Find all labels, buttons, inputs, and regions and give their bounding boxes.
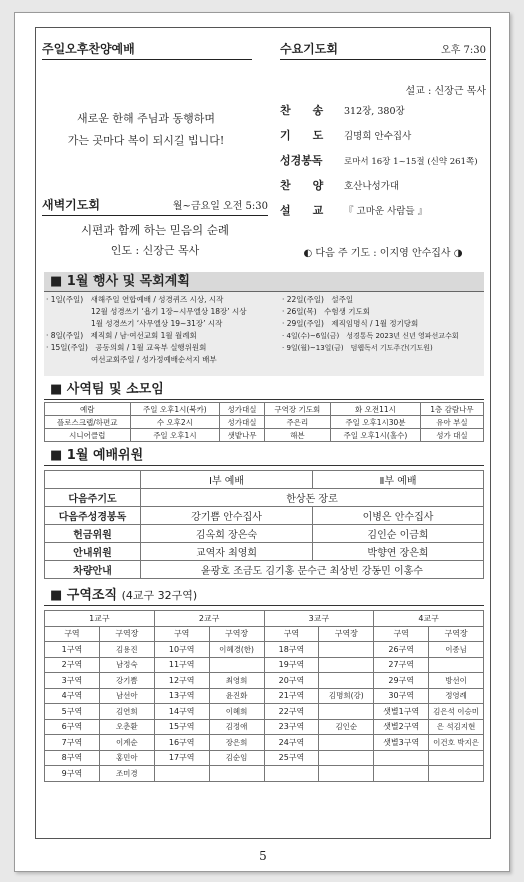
ministry-row [45,416,484,429]
district-leader: 정영례 [429,688,484,704]
district-leader [319,642,374,658]
first-service-header: Ⅰ부 예배 [141,471,313,489]
group-info: 주일 오후1시(북카) [130,403,220,416]
order-value: 김명희 안수집사 [344,131,412,142]
parish-row [45,611,484,627]
event-item: 1월 성경쓰기 ‘사무엘상 19~31장’ 시작 [46,319,223,328]
district-name: 10구역 [154,642,209,658]
events-left-column [46,294,278,366]
ministry-title: ■ 사역팀 및 소모임 [44,380,484,400]
group-info: 유아 부실 [420,416,483,429]
district-leader: 김명희(강) [319,688,374,704]
district-row [45,657,484,673]
district-name: 23구역 [264,719,319,735]
role-label: 다음주기도 [45,489,141,507]
worship-staff-row [45,525,484,543]
districts-header [44,586,484,606]
district-row [45,735,484,751]
new-year-message [46,108,246,152]
wednesday-prayer-time: 오후 7:30 [441,45,486,56]
district-row [45,688,484,704]
events-right-column [282,294,482,354]
order-key: 설 교 [280,204,324,217]
role-value: 이병은 안수집사 [313,507,484,525]
ministry-table [44,402,484,442]
role-label: 다음주성경봉독 [45,507,141,525]
districts-subtitle: (4교구 32구역) [121,589,198,602]
content-frame [35,27,491,839]
second-service-header: Ⅱ부 예배 [313,471,484,489]
worship-staff-row [45,543,484,561]
district-row [45,673,484,689]
district-name: 4구역 [45,688,100,704]
next-week-prayer: ◐ 다음 주 기도 : 이지영 안수집사 ◑ [303,248,463,259]
worship-staff-row [45,489,484,507]
wednesday-prayer-header [280,40,486,60]
group-name: 샛밭나무 [220,429,264,442]
leader-col-header: 구역장 [319,626,374,642]
district-name: 24구역 [264,735,319,751]
district-name: 25구역 [264,750,319,766]
district-name: 13구역 [154,688,209,704]
event-item: · 1일(주일) 새해주일 연합예배 / 성경퀴즈 시상, 시작 [46,295,224,304]
district-leader: 강기쁨 [99,673,154,689]
district-name: 27구역 [374,657,429,673]
district-leader: 김순임 [209,750,264,766]
district-name: 21구역 [264,688,319,704]
district-leader: 김은석 이승미 [429,704,484,720]
district-leader: 이혜희 [209,704,264,720]
district-leader: 김용진 [99,642,154,658]
district-leader: 김인순 [319,719,374,735]
district-col-header: 구역 [45,626,100,642]
group-name: 화 오전11시 [331,403,421,416]
parish-header: 1교구 [45,611,155,627]
leader-col-header: 구역장 [429,626,484,642]
district-leader: 이혜경(한) [209,642,264,658]
order-key: 성경봉독 [280,154,323,167]
district-name: 20구역 [264,673,319,689]
wednesday-preacher: 설교 : 신장근 목사 [405,86,486,97]
events-panel [44,292,484,376]
district-name: 29구역 [374,673,429,689]
group-info: 주일 오후1시 [130,429,220,442]
district-leader [319,750,374,766]
parish-header: 3교구 [264,611,374,627]
district-col-header: 구역 [374,626,429,642]
district-leader: 오춘환 [99,719,154,735]
order-value: 312장, 380장 [344,106,405,117]
role-value: 강기쁨 안수집사 [141,507,313,525]
group-name: 예람 [45,403,131,416]
order-key: 기 도 [280,129,324,142]
group-name: 시니어클럽 [45,429,131,442]
role-value: 윤광호 조금도 김기홍 문수근 최상빈 강동민 이홍수 [141,561,484,579]
dawn-prayer-theme: 시편과 함께 하는 믿음의 순례 [81,223,229,237]
order-value: 『 고마운 사람들 』 [344,206,428,217]
district-name: 15구역 [154,719,209,735]
district-leader: 김연희 [99,704,154,720]
event-item: · 8일(주일) 제직회 / 남·여선교회 1월 월례회 [46,331,197,340]
leader-col-header: 구역장 [209,626,264,642]
group-info: 주은리 [264,416,330,429]
district-row [45,704,484,720]
order-row [280,152,490,177]
district-name [264,766,319,782]
event-item: 12월 성경쓰기 ‘욥기 1장~시무엘상 18장’ 시상 [46,307,247,316]
district-name: 14구역 [154,704,209,720]
district-name: 3구역 [45,673,100,689]
parish-header: 2교구 [154,611,264,627]
group-name: 성가대실 [220,403,264,416]
district-leader [319,657,374,673]
district-leader [429,766,484,782]
group-info: 수 오후2시 [130,416,220,429]
ministry-row [45,403,484,416]
parish-header: 4교구 [374,611,484,627]
leader-col-header: 구역장 [99,626,154,642]
events-title: ■ 1월 행사 및 목회계획 [44,272,484,292]
district-name: 12구역 [154,673,209,689]
district-row [45,766,484,782]
wednesday-order [280,102,490,227]
districts-title: ■ 구역조직 [50,588,118,603]
order-key: 찬 송 [280,104,324,117]
district-row [45,642,484,658]
district-leader: 홍민아 [99,750,154,766]
event-item: · 9일(월)~13일(금) 덤웹독서 기도주간(기도원) [282,344,433,352]
group-name: 플로스크랩/하편교 [45,416,131,429]
district-name: 26구역 [374,642,429,658]
district-name: 샛별2구역 [374,719,429,735]
role-value: 김옥희 장은숙 [141,525,313,543]
event-item: 여선교회주일 / 성가정예배순서지 배부 [46,355,217,364]
district-name: 샛별3구역 [374,735,429,751]
district-leader: 조미경 [99,766,154,782]
district-leader: 은 석김지현 [429,719,484,735]
order-value: 로마서 16장 1~15절 (신약 261쪽) [344,157,478,167]
district-name: 7구역 [45,735,100,751]
group-name: 성가대실 [220,416,264,429]
district-leader [319,673,374,689]
worship-staff-table [44,470,484,579]
dawn-prayer-leader: 인도 : 신장근 목사 [110,244,200,257]
group-info: 구역장 기도회 [264,403,330,416]
order-key: 찬 양 [280,179,324,192]
district-leader: 장은희 [209,735,264,751]
event-item: · 15일(주일) 공동의회 / 1월 교육부 실행위원회 [46,343,207,352]
district-name: 30구역 [374,688,429,704]
role-value: 한상돈 장로 [141,489,484,507]
district-name: 1구역 [45,642,100,658]
district-name: 22구역 [264,704,319,720]
district-leader: 남정숙 [99,657,154,673]
role-value: 김인순 이금희 [313,525,484,543]
event-item: · 26일(목) 수험생 기도회 [282,307,371,316]
district-leader: 윤진화 [209,688,264,704]
district-name: 11구역 [154,657,209,673]
district-name: 2구역 [45,657,100,673]
ministry-row [45,429,484,442]
worship-staff-row [45,507,484,525]
district-leader: 김정애 [209,719,264,735]
district-name: 9구역 [45,766,100,782]
district-name [154,766,209,782]
district-leader [429,657,484,673]
role-value: 박향연 장은희 [313,543,484,561]
district-leader: 남선아 [99,688,154,704]
worship-staff-title: ■ 1월 예배위원 [44,446,484,466]
district-leader [319,766,374,782]
district-name: 5구역 [45,704,100,720]
role-label: 차량안내 [45,561,141,579]
district-name: 샛별1구역 [374,704,429,720]
role-value: 교역자 최영희 [141,543,313,561]
districts-table [44,610,484,782]
dawn-prayer-title: 새벽기도회 [42,198,100,212]
dawn-prayer-time: 월~금요일 오전 5:30 [172,201,268,212]
district-leader: 이건호 박지은 [429,735,484,751]
district-name: 8구역 [45,750,100,766]
order-row [280,127,490,152]
role-label: 헌금위원 [45,525,141,543]
event-item: · 22일(주일) 설주일 [282,295,354,304]
group-info: 성가 대실 [420,429,483,442]
district-row [45,719,484,735]
blank-cell [45,471,141,489]
page-number: 5 [259,849,267,863]
group-name: 주일 오후1시(홀수) [331,429,421,442]
worship-staff-header-row [45,471,484,489]
district-leader: 이종님 [429,642,484,658]
event-item: · 29일(주일) 제직임명식 / 1월 정기당회 [282,319,419,328]
bulletin-page [14,12,510,872]
district-name: 19구역 [264,657,319,673]
district-col-header: 구역 [154,626,209,642]
wednesday-prayer-title: 수요기도회 [280,42,338,56]
worship-staff-row [45,561,484,579]
new-year-message-line1: 새로운 한해 주님과 동행하며 [76,112,215,125]
role-label: 안내위원 [45,543,141,561]
district-leader: 방선이 [429,673,484,689]
group-name: 주일 오후1시30분 [331,416,421,429]
order-row [280,102,490,127]
district-leader [209,657,264,673]
district-col-header: 구역 [264,626,319,642]
district-leader [319,735,374,751]
district-name: 16구역 [154,735,209,751]
district-leader [319,704,374,720]
district-column-header-row [45,626,484,642]
district-name [374,766,429,782]
group-info: 1층 감람나무 [420,403,483,416]
order-row [280,177,490,202]
new-year-message-line2: 가는 곳마다 복이 되시길 빕니다! [67,134,225,147]
group-info: 해븐 [264,429,330,442]
district-leader: 최영희 [209,673,264,689]
district-name: 18구역 [264,642,319,658]
afternoon-worship-title: 주일오후찬양예배 [42,40,252,60]
order-value: 호산나성가대 [344,181,400,192]
district-row [45,750,484,766]
district-name: 6구역 [45,719,100,735]
dawn-prayer-header [42,196,268,216]
district-name: 17구역 [154,750,209,766]
district-leader [209,766,264,782]
district-name [374,750,429,766]
district-leader [429,750,484,766]
order-row [280,202,490,227]
district-leader: 이계순 [99,735,154,751]
event-item: · 4일(수)~6일(금) 성경통독 2023년 신년 영파선교수회 [282,332,459,340]
